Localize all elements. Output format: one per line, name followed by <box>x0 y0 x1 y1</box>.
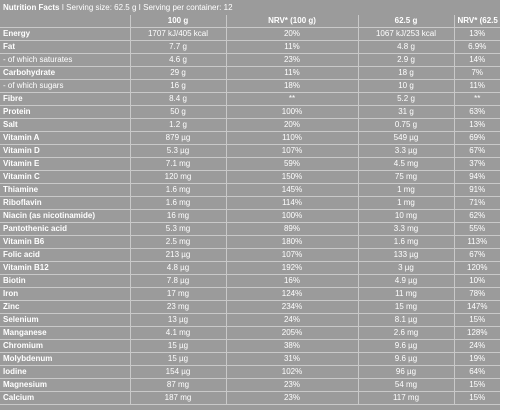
nutrient-name: Niacin (as nicotinamide) <box>0 210 130 223</box>
serving-size: Serving size: 62.5 g <box>66 3 137 12</box>
nutrient-name: Carbohydrate <box>0 67 130 80</box>
value-per-serving: 31 g <box>358 106 454 119</box>
nrv-per-100g: 107% <box>226 145 358 158</box>
nrv-per-serving: 15% <box>454 379 500 392</box>
value-per-100g: 7.8 µg <box>130 275 226 288</box>
table-row <box>0 275 500 288</box>
value-per-100g: 120 mg <box>130 171 226 184</box>
nrv-per-serving: 37% <box>454 158 500 171</box>
value-per-serving: 11 mg <box>358 288 454 301</box>
value-per-serving: 5.2 g <box>358 93 454 106</box>
nrv-per-100g: 114% <box>226 197 358 210</box>
value-per-serving: 54 mg <box>358 379 454 392</box>
value-per-serving: 3.3 µg <box>358 145 454 158</box>
nrv-per-serving: 11% <box>454 80 500 93</box>
nrv-per-serving: 71% <box>454 197 500 210</box>
table-row <box>0 145 500 158</box>
value-per-100g: 5.3 mg <box>130 223 226 236</box>
nrv-per-serving: 91% <box>454 184 500 197</box>
nrv-per-100g: 23% <box>226 392 358 405</box>
table-row <box>0 28 500 41</box>
value-per-serving: 75 mg <box>358 171 454 184</box>
value-per-serving: 1 mg <box>358 184 454 197</box>
table-row <box>0 340 500 353</box>
nrv-per-serving: 69% <box>454 132 500 145</box>
header-nrv-serving: NRV* (62.5 g) <box>454 15 500 28</box>
nutrient-name: Zinc <box>0 301 130 314</box>
nutrient-name: - of which sugars <box>0 80 130 93</box>
table-row <box>0 171 500 184</box>
header-per-100g: 100 g <box>130 15 226 28</box>
value-per-serving: 15 mg <box>358 301 454 314</box>
table-row <box>0 314 500 327</box>
value-per-serving: 1067 kJ/253 kcal <box>358 28 454 41</box>
nrv-per-serving: 62% <box>454 210 500 223</box>
nrv-per-serving: 67% <box>454 145 500 158</box>
nrv-per-serving: 147% <box>454 301 500 314</box>
header-nutrient <box>0 15 130 28</box>
value-per-serving: 3 µg <box>358 262 454 275</box>
nutrient-name: Iodine <box>0 366 130 379</box>
table-row <box>0 236 500 249</box>
nrv-per-100g: 100% <box>226 106 358 119</box>
nrv-per-serving: 120% <box>454 262 500 275</box>
header-per-serving: 62.5 g <box>358 15 454 28</box>
nrv-per-100g: 18% <box>226 80 358 93</box>
value-per-serving: 1.6 mg <box>358 236 454 249</box>
nrv-per-serving: 63% <box>454 106 500 119</box>
value-per-serving: 9.6 µg <box>358 340 454 353</box>
nrv-per-serving: 14% <box>454 54 500 67</box>
table-row <box>0 366 500 379</box>
value-per-serving: 3.3 mg <box>358 223 454 236</box>
nutrient-name: Folic acid <box>0 249 130 262</box>
table-row <box>0 327 500 340</box>
nutrient-name: Pantothenic acid <box>0 223 130 236</box>
nrv-per-100g: 192% <box>226 262 358 275</box>
nutrient-name: Vitamin A <box>0 132 130 145</box>
nrv-per-100g: 110% <box>226 132 358 145</box>
nrv-per-serving: ** <box>454 93 500 106</box>
value-per-serving: 8.1 µg <box>358 314 454 327</box>
nutrition-table <box>0 15 508 405</box>
nrv-per-serving: 55% <box>454 223 500 236</box>
value-per-serving: 549 µg <box>358 132 454 145</box>
nrv-per-serving: 64% <box>454 366 500 379</box>
serving-per-container: Serving per container: 12 <box>143 3 233 12</box>
value-per-100g: 15 µg <box>130 340 226 353</box>
title-separator: I <box>61 3 64 12</box>
nutrient-name: Molybdenum <box>0 353 130 366</box>
value-per-serving: 2.9 g <box>358 54 454 67</box>
value-per-serving: 117 mg <box>358 392 454 405</box>
value-per-100g: 1707 kJ/405 kcal <box>130 28 226 41</box>
value-per-serving: 2.6 mg <box>358 327 454 340</box>
table-row <box>0 184 500 197</box>
nrv-per-100g: 38% <box>226 340 358 353</box>
table-title <box>0 0 500 15</box>
value-per-100g: 1.6 mg <box>130 184 226 197</box>
value-per-100g: 213 µg <box>130 249 226 262</box>
table-row <box>0 80 500 93</box>
nutrient-name: Riboflavin <box>0 197 130 210</box>
nrv-per-100g: 31% <box>226 353 358 366</box>
nrv-per-100g: 145% <box>226 184 358 197</box>
nrv-per-serving: 10% <box>454 275 500 288</box>
title-label: Nutrition Facts <box>3 3 60 12</box>
value-per-100g: 1.6 mg <box>130 197 226 210</box>
value-per-100g: 29 g <box>130 67 226 80</box>
table-row <box>0 353 500 366</box>
nutrient-name: Manganese <box>0 327 130 340</box>
nrv-per-serving: 94% <box>454 171 500 184</box>
nrv-per-100g: 102% <box>226 366 358 379</box>
table-row <box>0 106 500 119</box>
nrv-per-100g: 23% <box>226 379 358 392</box>
value-per-serving: 10 g <box>358 80 454 93</box>
value-per-100g: 1.2 g <box>130 119 226 132</box>
value-per-100g: 87 mg <box>130 379 226 392</box>
nutrient-name: Iron <box>0 288 130 301</box>
table-row <box>0 379 500 392</box>
value-per-100g: 4.8 µg <box>130 262 226 275</box>
value-per-100g: 4.6 g <box>130 54 226 67</box>
nrv-per-100g: 23% <box>226 54 358 67</box>
header-nrv-100g: NRV* (100 g) <box>226 15 358 28</box>
value-per-100g: 5.3 µg <box>130 145 226 158</box>
nrv-per-100g: 124% <box>226 288 358 301</box>
value-per-100g: 2.5 mg <box>130 236 226 249</box>
value-per-100g: 15 µg <box>130 353 226 366</box>
nrv-per-serving: 113% <box>454 236 500 249</box>
value-per-100g: 13 µg <box>130 314 226 327</box>
nutrient-name: Vitamin B6 <box>0 236 130 249</box>
nutrient-name: Vitamin B12 <box>0 262 130 275</box>
nrv-per-serving: 78% <box>454 288 500 301</box>
nutrient-name: Biotin <box>0 275 130 288</box>
nrv-per-100g: 16% <box>226 275 358 288</box>
value-per-serving: 96 µg <box>358 366 454 379</box>
nrv-per-serving: 67% <box>454 249 500 262</box>
nutrient-name: Selenium <box>0 314 130 327</box>
nrv-per-serving: 7% <box>454 67 500 80</box>
value-per-100g: 7.1 mg <box>130 158 226 171</box>
header-row <box>0 15 500 28</box>
nrv-per-100g: 89% <box>226 223 358 236</box>
nrv-per-serving: 13% <box>454 119 500 132</box>
table-row <box>0 93 500 106</box>
value-per-100g: 50 g <box>130 106 226 119</box>
value-per-100g: 7.7 g <box>130 41 226 54</box>
value-per-serving: 18 g <box>358 67 454 80</box>
table-row <box>0 158 500 171</box>
nrv-per-serving: 19% <box>454 353 500 366</box>
table-row <box>0 197 500 210</box>
table-row <box>0 119 500 132</box>
nrv-per-100g: 11% <box>226 41 358 54</box>
nrv-per-100g: 11% <box>226 67 358 80</box>
nrv-per-serving: 128% <box>454 327 500 340</box>
nutrient-name: Energy <box>0 28 130 41</box>
table-row <box>0 223 500 236</box>
nrv-per-100g: 20% <box>226 119 358 132</box>
table-row <box>0 54 500 67</box>
nutrient-name: Chromium <box>0 340 130 353</box>
nutrient-name: Fibre <box>0 93 130 106</box>
value-per-100g: 154 µg <box>130 366 226 379</box>
nrv-per-100g: 234% <box>226 301 358 314</box>
nutrient-name: - of which saturates <box>0 54 130 67</box>
nutrient-name: Vitamin D <box>0 145 130 158</box>
value-per-serving: 4.5 mg <box>358 158 454 171</box>
table-row <box>0 41 500 54</box>
nrv-per-100g: ** <box>226 93 358 106</box>
value-per-serving: 0.75 g <box>358 119 454 132</box>
nrv-per-100g: 205% <box>226 327 358 340</box>
table-row <box>0 301 500 314</box>
nrv-per-serving: 15% <box>454 314 500 327</box>
table-row <box>0 392 500 405</box>
nrv-per-serving: 6.9% <box>454 41 500 54</box>
table-row <box>0 262 500 275</box>
nrv-per-100g: 100% <box>226 210 358 223</box>
value-per-100g: 879 µg <box>130 132 226 145</box>
value-per-serving: 133 µg <box>358 249 454 262</box>
title-separator-2: I <box>138 3 141 12</box>
nrv-per-100g: 24% <box>226 314 358 327</box>
nutrient-name: Salt <box>0 119 130 132</box>
nrv-per-100g: 150% <box>226 171 358 184</box>
value-per-100g: 4.1 mg <box>130 327 226 340</box>
nrv-per-serving: 15% <box>454 392 500 405</box>
table-row <box>0 132 500 145</box>
nrv-per-100g: 20% <box>226 28 358 41</box>
nrv-per-serving: 13% <box>454 28 500 41</box>
nutrient-name: Vitamin E <box>0 158 130 171</box>
nrv-per-100g: 107% <box>226 249 358 262</box>
nrv-per-serving: 24% <box>454 340 500 353</box>
nutrient-name: Magnesium <box>0 379 130 392</box>
nutrient-name: Vitamin C <box>0 171 130 184</box>
nrv-per-100g: 59% <box>226 158 358 171</box>
value-per-serving: 4.8 g <box>358 41 454 54</box>
nutrient-name: Fat <box>0 41 130 54</box>
value-per-serving: 9.6 µg <box>358 353 454 366</box>
value-per-serving: 4.9 µg <box>358 275 454 288</box>
table-row <box>0 249 500 262</box>
nrv-per-100g: 180% <box>226 236 358 249</box>
nutrient-name: Calcium <box>0 392 130 405</box>
value-per-100g: 23 mg <box>130 301 226 314</box>
nutrient-name: Protein <box>0 106 130 119</box>
value-per-100g: 16 mg <box>130 210 226 223</box>
nutrient-name: Thiamine <box>0 184 130 197</box>
table-row <box>0 210 500 223</box>
value-per-100g: 17 mg <box>130 288 226 301</box>
value-per-100g: 187 mg <box>130 392 226 405</box>
value-per-100g: 16 g <box>130 80 226 93</box>
table-row <box>0 288 500 301</box>
value-per-serving: 10 mg <box>358 210 454 223</box>
table-row <box>0 67 500 80</box>
value-per-serving: 1 mg <box>358 197 454 210</box>
value-per-100g: 8.4 g <box>130 93 226 106</box>
